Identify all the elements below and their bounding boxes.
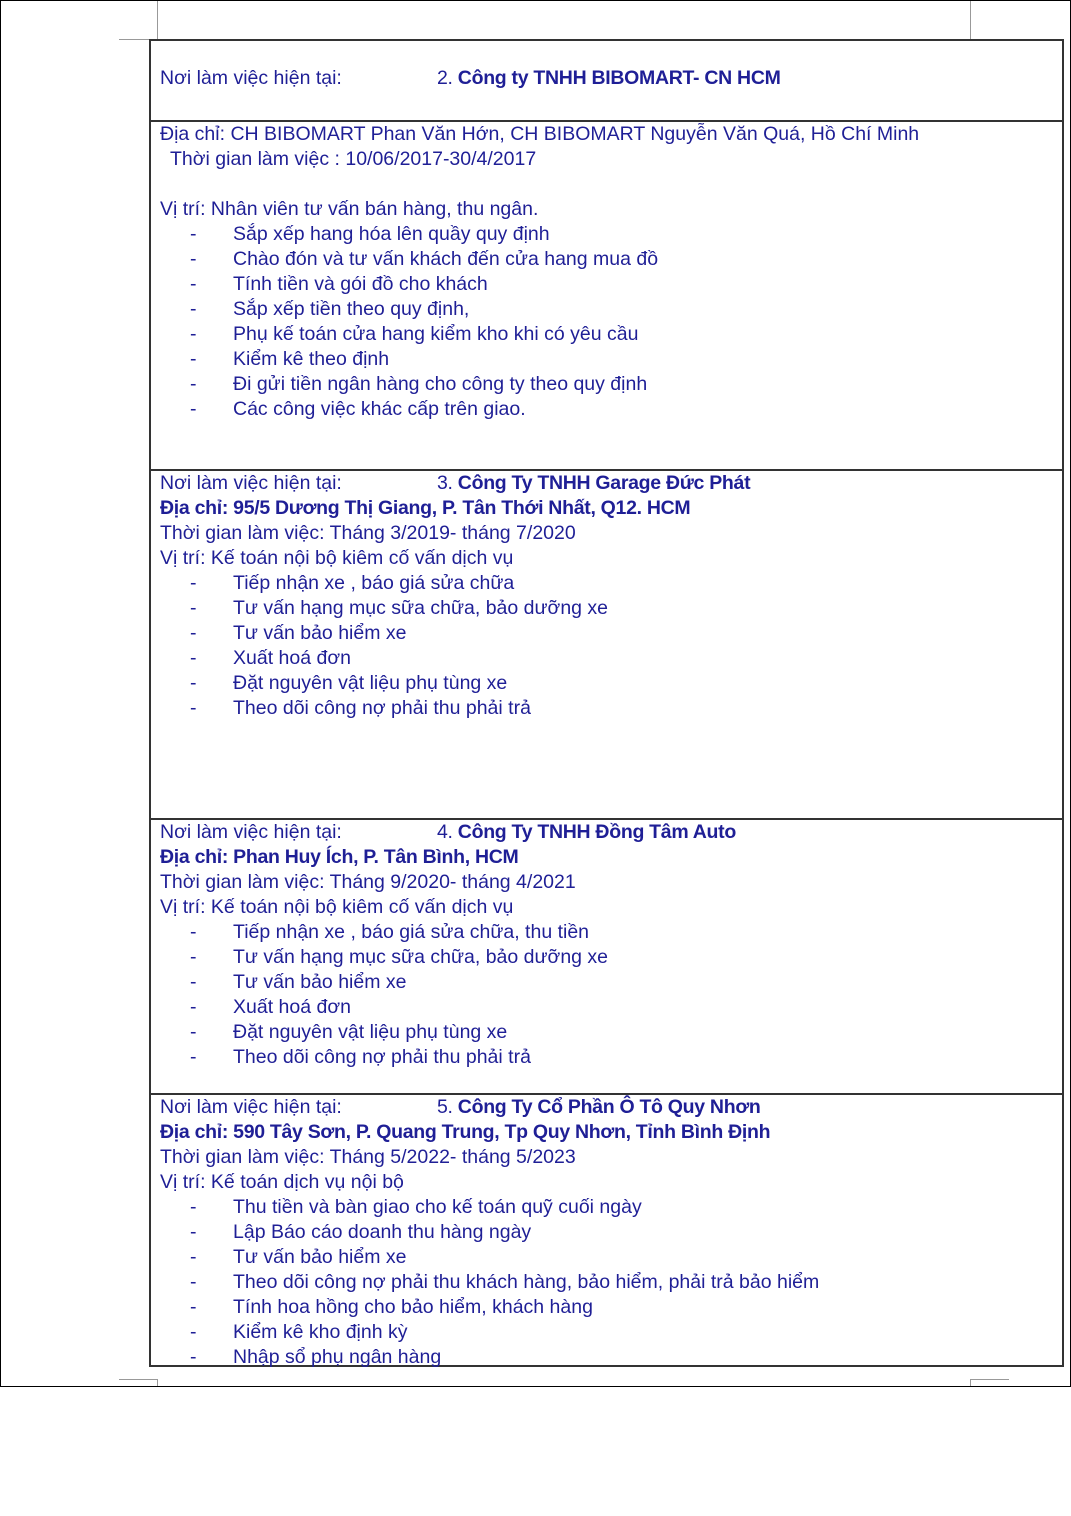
- workplace-label: Nơi làm việc hiện tại:: [160, 821, 342, 843]
- section-bibomart-header: [151, 41, 1062, 122]
- section-garage-duc-phat: Nơi làm việc hiện tại: 3. Công Ty TNHH Garage Đức Phát Địa chỉ: 95/5 Dương Thị Giang, P. Tân Thới Nhất, Q12. HCM Thời gian làm việc: Tháng 3/2019- tháng 7/2020 Vị trí: Kế toán nội bộ kiêm cố vấn dịch vụ - Tiếp nhận xe , báo giá sửa chữa - Tư vấn hạng mục sữa chữa, bảo dưỡng xe - Tư vấn bảo hiểm xe - Xuất hoá đơn - Đặt nguyên vật liệu phụ tùng xe - Theo dõi công nợ phải thu phải trả: [151, 471, 1062, 820]
- section-bibomart-details: Địa chỉ: CH BIBOMART Phan Văn Hớn, CH BIBOMART Nguyễn Văn Quá, Hồ Chí Minh Thời gian làm việc : 10/06/2017-30/4/2017 Vị trí: Nhân viên tư vấn bán hàng, thu ngân. - Sắp xếp hang hóa lên quầy quy định - Chào đón và tư vấn khách đến cửa hang mua đồ - Tính tiền và gói đồ cho khách - Sắp xếp tiền theo quy định, - Phụ kế toán cửa hang kiểm kho khi có yêu cầu - Kiểm kê theo định - Đi gửi tiền ngân hàng cho công ty theo quy định - Các công việc khác cấp trên giao.: [151, 122, 1062, 471]
- company-name: 4. Công Ty TNHH Đồng Tâm Auto: [437, 821, 736, 843]
- workplace-row: [160, 1095, 761, 1120]
- position-line: Vị trí: Nhân viên tư vấn bán hàng, thu ngân.: [160, 198, 539, 220]
- section-dong-tam-auto: Nơi làm việc hiện tại: 4. Công Ty TNHH Đồng Tâm Auto Địa chỉ: Phan Huy Ích, P. Tân Bình, HCM Thời gian làm việc: Tháng 9/2020- tháng 4/2021 Vị trí: Kế toán nội bộ kiêm cố vấn dịch vụ - Tiếp nhận xe , báo giá sửa chữa, thu tiền - Tư vấn hạng mục sữa chữa, bảo dưỡng xe - Tư vấn bảo hiểm xe - Xuất hoá đơn - Đặt nguyên vật liệu phụ tùng xe - Theo dõi công nợ phải thu phải trả: [151, 820, 1062, 1095]
- workplace-row: [160, 820, 736, 845]
- position-line: Vị trí: Kế toán nội bộ kiêm cố vấn dịch vụ: [160, 547, 514, 569]
- crop-mark-bottom-right-v: [970, 1379, 971, 1386]
- crop-mark-top-right-v: [970, 1, 971, 39]
- section-oto-quy-nhon: Nơi làm việc hiện tại: 5. Công Ty Cổ Phần Ô Tô Quy Nhơn Địa chỉ: 590 Tây Sơn, P. Quang Trung, Tp Quy Nhơn, Tỉnh Bình Định Thời gian làm việc: Tháng 5/2022- tháng 5/2023 Vị trí: Kế toán dịch vụ nội bộ - Thu tiền và bàn giao cho kế toán quỹ cuối ngày - Lập Báo cáo doanh thu hàng ngày - Tư vấn bảo hiểm xe - Theo dõi công nợ phải thu khách hàng, bảo hiểm, phải trả bảo hiểm - Tính hoa hồng cho bảo hiểm, khách hàng - Kiểm kê kho định kỳ - Nhập sổ phụ ngân hàng: [160, 1096, 820, 1368]
- address-line: Địa chỉ: 95/5 Dương Thị Giang, P. Tân Thới Nhất, Q12. HCM: [160, 497, 691, 519]
- workplace-row: [160, 471, 751, 496]
- company-name: 3. Công Ty TNHH Garage Đức Phát: [437, 472, 751, 494]
- address-line: Địa chỉ: 590 Tây Sơn, P. Quang Trung, Tp Quy Nhơn, Tỉnh Bình Định: [160, 1121, 771, 1143]
- address-line: Địa chỉ: CH BIBOMART Phan Văn Hớn, CH BIBOMART Nguyễn Văn Quá, Hồ Chí Minh: [160, 123, 920, 145]
- crop-mark-top-left-v: [157, 1, 158, 39]
- company-name: 2. Công ty TNHH BIBOMART- CN HCM: [437, 67, 781, 89]
- position-line: Vị trí: Kế toán dịch vụ nội bộ: [160, 1171, 404, 1193]
- crop-mark-bottom-left-v: [157, 1379, 158, 1386]
- workplace-label: Nơi làm việc hiện tại:: [160, 1096, 342, 1118]
- workplace-label: Nơi làm việc hiện tại:: [160, 67, 342, 89]
- company-name: 5. Công Ty Cổ Phần Ô Tô Quy Nhơn: [437, 1096, 761, 1118]
- position-line: Vị trí: Kế toán nội bộ kiêm cố vấn dịch vụ: [160, 896, 514, 918]
- crop-mark-bottom-right-h: [971, 1379, 1009, 1380]
- workplace-label: Nơi làm việc hiện tại:: [160, 472, 342, 494]
- work-time-line: Thời gian làm việc : 10/06/2017-30/4/2017: [170, 148, 537, 170]
- work-time-line: Thời gian làm việc: Tháng 5/2022- tháng 5/2023: [160, 1146, 576, 1168]
- work-time-line: Thời gian làm việc: Tháng 9/2020- tháng 4/2021: [160, 871, 576, 893]
- workplace-row: [160, 66, 781, 91]
- crop-mark-bottom-left-h: [119, 1379, 157, 1380]
- work-time-line: Thời gian làm việc: Tháng 3/2019- tháng 7/2020: [160, 522, 576, 544]
- address-line: Địa chỉ: Phan Huy Ích, P. Tân Bình, HCM: [160, 846, 519, 868]
- work-experience-table: [149, 39, 1064, 1367]
